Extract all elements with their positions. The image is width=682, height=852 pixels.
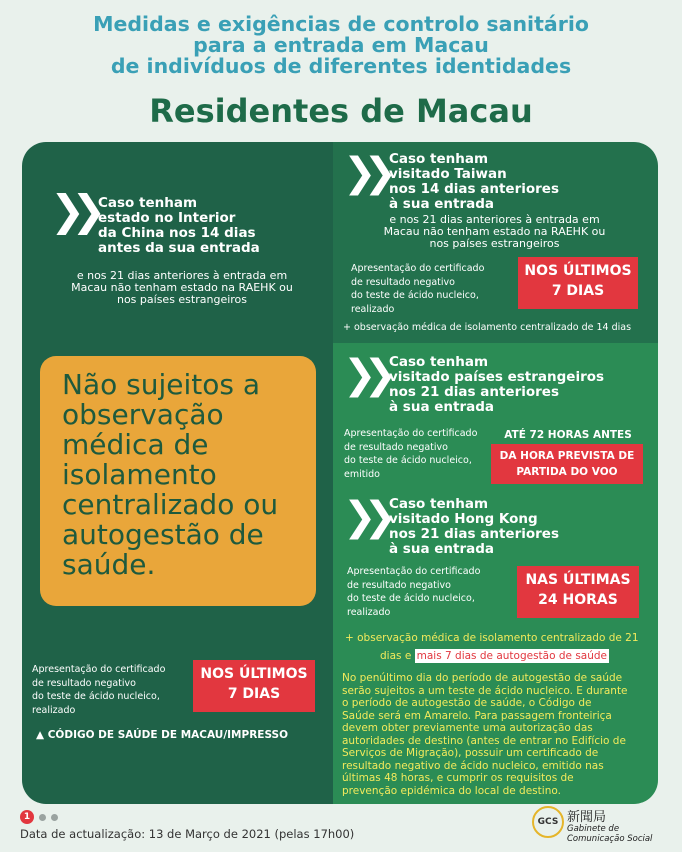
page-indicator-active[interactable]: 1 bbox=[20, 810, 34, 824]
left-heading-line: estado no Interior bbox=[98, 210, 236, 226]
hk-heading-line: à sua entrada bbox=[389, 541, 495, 557]
foreign-badge-line: DA HORA PREVISTA DE bbox=[499, 450, 635, 462]
taiwan-cert bbox=[351, 262, 484, 316]
taiwan-observation: + observação médica de isolamento centralizado de 14 dias bbox=[343, 322, 632, 333]
hk-self-management-highlight: mais 7 dias de autogestão de saúde bbox=[416, 650, 608, 662]
hk-note-line: Saúde será em Amarelo. Para passagem fronteiriça bbox=[342, 709, 612, 722]
foreign-cert-line: emitido bbox=[344, 468, 380, 480]
taiwan-cert-line: realizado bbox=[351, 303, 395, 315]
foreign-badge bbox=[491, 444, 643, 484]
foreign-badge-top: ATÉ 72 HORAS ANTES bbox=[504, 429, 632, 441]
left-sub-line: e nos 21 dias anteriores à entrada em bbox=[76, 269, 288, 282]
hk-badge-line: NAS ÚLTIMAS bbox=[525, 572, 631, 588]
header bbox=[0, 14, 682, 77]
taiwan-heading-line: à sua entrada bbox=[389, 196, 495, 212]
taiwan-cert-line: Apresentação do certificado bbox=[351, 263, 485, 274]
hk-note-line: últimas 48 horas, e cumprir os requisitos de bbox=[342, 772, 574, 784]
hk-badge bbox=[517, 566, 639, 618]
foreign-heading-line: visitado países estrangeiros bbox=[389, 369, 605, 385]
left-sub-line: Macau não tenham estado na RAEHK ou bbox=[71, 281, 293, 294]
header-line-1: Medidas e exigências de controlo sanitário bbox=[93, 12, 589, 36]
taiwan-sub-line: e nos 21 dias anteriores à entrada em bbox=[389, 213, 600, 226]
orange-line: Não sujeitos a bbox=[62, 368, 261, 401]
left-badge-line: NOS ÚLTIMOS bbox=[200, 666, 308, 682]
gcs-logo-line: Gabinete de bbox=[567, 824, 620, 834]
chevron-icon: ❯❯ bbox=[50, 186, 93, 235]
orange-text bbox=[62, 370, 278, 580]
hk-observation-line-2 bbox=[380, 650, 609, 662]
gcs-logo-text bbox=[567, 824, 652, 844]
taiwan-cert-line: de resultado negativo bbox=[351, 276, 455, 288]
taiwan-badge-line: NOS ÚLTIMOS bbox=[524, 263, 632, 279]
orange-line: observação bbox=[62, 398, 224, 431]
foreign-cert-line: Apresentação do certificado bbox=[344, 428, 478, 439]
hk-cert-line: do teste de ácido nucleico, bbox=[347, 593, 475, 604]
update-date: Data de actualização: 13 de Março de 2021 (pelas 17h00) bbox=[20, 827, 355, 841]
hk-cert-line: de resultado negativo bbox=[347, 579, 451, 591]
hk-cert-line: Apresentação do certificado bbox=[347, 566, 481, 577]
hk-note-line: o período de autogestão de saúde, o Código de bbox=[342, 697, 592, 709]
left-heading-line: antes da sua entrada bbox=[98, 240, 260, 256]
left-cert bbox=[32, 663, 165, 717]
gcs-logo-line: Comunicação Social bbox=[567, 834, 653, 844]
chevron-icon: ❯❯ bbox=[343, 494, 385, 540]
taiwan-sub-line: Macau não tenham estado na RAEHK ou bbox=[383, 225, 606, 238]
left-cert-line: do teste de ácido nucleico, bbox=[32, 691, 160, 702]
taiwan-heading-line: nos 14 dias anteriores bbox=[389, 181, 559, 197]
page-title: Residentes de Macau bbox=[149, 92, 533, 130]
hk-note-line: autoridades de destino (antes de entrar no Edifício de bbox=[342, 734, 626, 747]
taiwan-heading-line: visitado Taiwan bbox=[389, 166, 507, 182]
taiwan-badge bbox=[518, 257, 638, 309]
hk-note-line: No penúltimo dia do período de autogestão de saúde bbox=[342, 672, 623, 684]
taiwan-badge-line: 7 DIAS bbox=[551, 283, 605, 299]
hk-note-line: Serviços de Migração), possuir um certificado de bbox=[342, 747, 599, 759]
hk-note-line: resultado negativo de ácido nucleico, emitido nas bbox=[342, 759, 604, 772]
left-badge bbox=[193, 660, 315, 712]
left-heading bbox=[98, 196, 260, 256]
hk-note-line: prevenção epidémica do local de destino. bbox=[342, 784, 561, 797]
hk-heading bbox=[389, 497, 559, 557]
hk-heading-line: visitado Hong Kong bbox=[389, 511, 538, 527]
left-cert-line: Apresentação do certificado bbox=[32, 664, 166, 675]
foreign-heading-line: nos 21 dias anteriores bbox=[389, 384, 559, 400]
left-sub-line: nos países estrangeiros bbox=[116, 293, 248, 306]
hk-cert bbox=[347, 565, 480, 619]
foreign-heading bbox=[389, 355, 604, 415]
hk-badge-line: 24 HORAS bbox=[538, 592, 618, 608]
taiwan-heading bbox=[389, 152, 559, 212]
hk-cert-line: realizado bbox=[347, 606, 391, 618]
taiwan-sub bbox=[342, 214, 647, 250]
foreign-cert-line: do teste de ácido nucleico, bbox=[344, 455, 472, 466]
foreign-cert bbox=[344, 427, 477, 481]
left-cert-line: de resultado negativo bbox=[32, 677, 136, 689]
left-badge-line: 7 DIAS bbox=[227, 686, 281, 702]
page-indicator-dot[interactable] bbox=[51, 814, 58, 821]
left-cert-line: realizado bbox=[32, 704, 76, 716]
taiwan-heading-line: Caso tenham bbox=[389, 151, 489, 167]
hk-note bbox=[342, 672, 652, 797]
left-sub bbox=[40, 270, 324, 306]
health-code-note: ▲ CÓDIGO DE SAÚDE DE MACAU/IMPRESSO bbox=[36, 729, 289, 741]
hk-heading-line: nos 21 dias anteriores bbox=[389, 526, 559, 542]
hk-note-line: serão sujeitos a um teste de ácido nucleico. E durante bbox=[342, 684, 628, 697]
page-indicator-dot[interactable] bbox=[39, 814, 46, 821]
header-line-3: de indivíduos de diferentes identidades bbox=[110, 54, 572, 78]
header-line-2: para a entrada em Macau bbox=[193, 33, 489, 57]
foreign-heading-line: Caso tenham bbox=[389, 354, 489, 370]
gcs-logo-chinese: 新聞局 bbox=[567, 810, 607, 825]
chevron-icon: ❯❯ bbox=[343, 352, 385, 398]
foreign-badge-line: PARTIDA DO VOO bbox=[516, 466, 618, 478]
orange-line: isolamento bbox=[62, 458, 217, 491]
foreign-cert-line: de resultado negativo bbox=[344, 441, 448, 453]
orange-line: centralizado ou bbox=[62, 488, 279, 521]
orange-line: saúde. bbox=[62, 548, 156, 581]
hk-observation-days: dias e bbox=[380, 650, 415, 662]
orange-line: médica de bbox=[62, 428, 209, 461]
gcs-logo-icon: GCS bbox=[532, 806, 564, 838]
orange-line: autogestão de bbox=[62, 518, 264, 551]
left-heading-line: Caso tenham bbox=[98, 195, 198, 211]
taiwan-sub-line: nos países estrangeiros bbox=[429, 237, 560, 250]
taiwan-cert-line: do teste de ácido nucleico, bbox=[351, 290, 479, 301]
chevron-icon: ❯❯ bbox=[343, 150, 385, 196]
hk-note-line: devem obter previamente uma autorização das bbox=[342, 722, 593, 734]
hk-heading-line: Caso tenham bbox=[389, 496, 489, 512]
hk-observation-line-1: + observação médica de isolamento centralizado de 21 bbox=[345, 632, 639, 644]
foreign-heading-line: à sua entrada bbox=[389, 399, 495, 415]
left-heading-line: da China nos 14 dias bbox=[98, 225, 256, 241]
